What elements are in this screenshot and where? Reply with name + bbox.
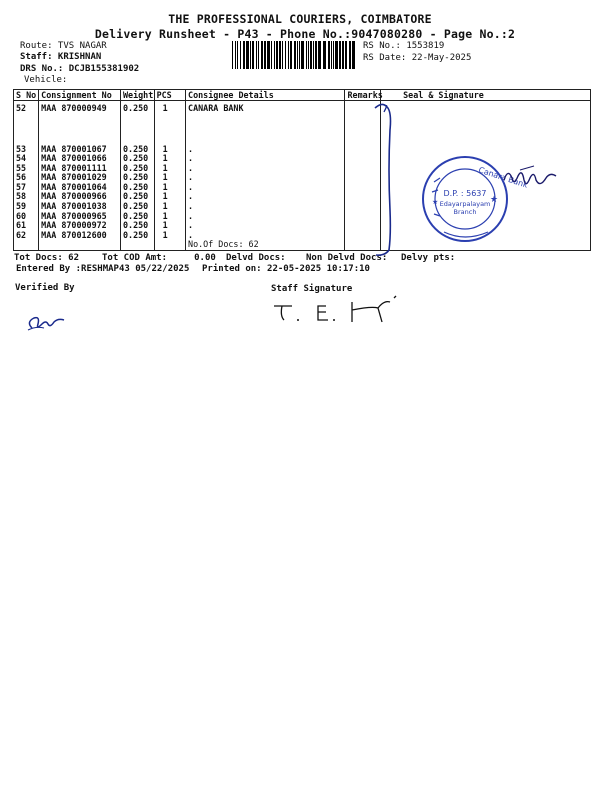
cell-weight: 0.250 — [121, 212, 155, 222]
cell-weight: 0.250 — [121, 183, 155, 193]
cell-weight: 0.250 — [121, 231, 155, 241]
barcode-bar — [258, 41, 259, 69]
cell-weight: 0.250 — [121, 202, 155, 212]
cell-consignment: MAA 870001067 — [39, 145, 121, 155]
barcode-bar — [323, 41, 326, 69]
staff-signature — [268, 292, 418, 326]
barcode-bar — [345, 41, 347, 69]
barcode-bar — [264, 41, 266, 69]
cell-consignee: . — [186, 164, 345, 174]
stamp-bank-name: Canara Bank — [477, 165, 529, 190]
barcode-bar — [342, 41, 344, 69]
barcode-bar — [339, 41, 341, 69]
verified-signature — [24, 308, 68, 334]
cell-consignee: . — [186, 231, 345, 241]
barcode-bar — [256, 41, 257, 69]
barcode-bar — [313, 41, 314, 69]
delivery-points: Delvy pts: — [401, 253, 456, 263]
cell-pcs: 1 — [154, 183, 185, 193]
cell-sno: 62 — [14, 231, 39, 241]
barcode-bar — [297, 41, 298, 69]
header-weight: Weight — [121, 90, 155, 101]
verified-by-label: Verified By — [15, 283, 75, 293]
cell-pcs: 1 — [154, 154, 185, 164]
cell-consignee: . — [186, 183, 345, 193]
barcode-bar — [252, 41, 254, 69]
total-docs: Tot Docs: 62 — [14, 253, 80, 263]
total-cod: Tot COD Amt: 0.00 — [102, 253, 216, 263]
cell-consignee: . — [186, 192, 345, 202]
barcode-bar — [276, 41, 278, 69]
printed-on: Printed on: 22-05-2025 10:17:10 — [202, 264, 370, 274]
barcode-bar — [301, 41, 304, 69]
cell-weight: 0.250 — [121, 101, 155, 145]
barcode-bar — [306, 41, 307, 69]
rs-date: RS Date: 22-May-2025 — [363, 53, 472, 63]
header-sno: S No — [14, 90, 39, 101]
cell-pcs: 1 — [154, 101, 185, 145]
stamp-dp: D.P. : 5637 — [443, 189, 487, 198]
cell-consignee: CANARA BANK — [186, 101, 345, 145]
cell-sno: 55 — [14, 164, 39, 174]
cell-consignment: MAA 870001111 — [39, 164, 121, 174]
delivered-docs: Delvd Docs: — [226, 253, 286, 263]
barcode-bar — [237, 41, 238, 69]
cell-consignee: . — [186, 212, 345, 222]
vehicle-label: Vehicle: — [24, 75, 68, 85]
cell-sno: 58 — [14, 192, 39, 202]
cell-consignment: MAA 870001066 — [39, 154, 121, 164]
no-of-docs: No.Of Docs: 62 — [186, 240, 345, 250]
barcode-image — [232, 41, 357, 69]
barcode-bar — [279, 41, 281, 69]
barcode-bar — [318, 41, 321, 69]
cell-sno: 56 — [14, 173, 39, 183]
handwritten-bracket — [370, 100, 400, 260]
cell-weight: 0.250 — [121, 221, 155, 231]
barcode-bar — [290, 41, 292, 69]
barcode-bar — [250, 41, 251, 69]
cell-pcs: 1 — [154, 202, 185, 212]
cell-pcs: 1 — [154, 145, 185, 155]
barcode-bar — [288, 41, 289, 69]
header-seal: Seal & Signature — [381, 90, 591, 101]
entered-by: Entered By :RESHMAP43 05/22/2025 — [16, 264, 190, 274]
barcode-bar — [282, 41, 283, 69]
svg-text:★: ★ — [432, 198, 439, 206]
table-row — [14, 101, 591, 145]
barcode-bar — [232, 41, 233, 69]
barcode-bar — [335, 41, 338, 69]
cell-consignment: MAA 870000972 — [39, 221, 121, 231]
receiver-signature — [500, 160, 560, 196]
barcode-bar — [294, 41, 296, 69]
cell-weight: 0.250 — [121, 192, 155, 202]
barcode-bar — [274, 41, 275, 69]
barcode-bar — [333, 41, 334, 69]
barcode-bar — [331, 41, 332, 69]
cell-consignment: MAA 870012600 — [39, 231, 121, 241]
cell-weight: 0.250 — [121, 173, 155, 183]
cell-pcs: 1 — [154, 221, 185, 231]
barcode-bar — [315, 41, 317, 69]
cell-consignment: MAA 870000965 — [39, 212, 121, 222]
header-remarks: Remarks — [345, 90, 381, 101]
staff-signature-label: Staff Signature — [271, 284, 353, 294]
cell-seal — [381, 101, 591, 145]
barcode-bar — [299, 41, 300, 69]
stamp-branch-line2: Branch — [453, 208, 477, 216]
barcode-bar — [310, 41, 312, 69]
cell-sno: 59 — [14, 202, 39, 212]
cell-consignee: . — [186, 221, 345, 231]
route-label: Route: TVS NAGAR — [20, 41, 107, 51]
barcode-bar — [308, 41, 309, 69]
barcode-bar — [328, 41, 330, 69]
cell-sno: 61 — [14, 221, 39, 231]
cell-sno: 57 — [14, 183, 39, 193]
cell-consignment: MAA 870001029 — [39, 173, 121, 183]
rs-number: RS No.: 1553819 — [363, 41, 445, 51]
company-title: THE PROFESSIONAL COURIERS, COIMBATORE — [168, 12, 432, 26]
barcode-bar — [352, 41, 355, 69]
cell-pcs: 1 — [154, 164, 185, 174]
cell-weight: 0.250 — [121, 164, 155, 174]
barcode-bar — [261, 41, 263, 69]
barcode-bar — [267, 41, 270, 69]
cell-pcs: 1 — [154, 231, 185, 241]
cell-sno: 54 — [14, 154, 39, 164]
stamp-branch-line1: Edayarpalayam — [439, 200, 491, 208]
cell-sno: 53 — [14, 145, 39, 155]
cell-consignee: . — [186, 145, 345, 155]
barcode-bar — [240, 41, 241, 69]
cell-pcs: 1 — [154, 192, 185, 202]
staff-label: Staff: KRISHNAN — [20, 52, 102, 62]
cell-pcs: 1 — [154, 212, 185, 222]
cell-sno: 60 — [14, 212, 39, 222]
cell-weight: 0.250 — [121, 154, 155, 164]
table-header-row — [14, 90, 591, 101]
cell-consignment: MAA 870001064 — [39, 183, 121, 193]
barcode-bar — [243, 41, 245, 69]
cell-consignee: . — [186, 154, 345, 164]
non-delivered-docs: Non Delvd Docs: — [306, 253, 388, 263]
cell-consignment: MAA 870001038 — [39, 202, 121, 212]
cell-pcs: 1 — [154, 173, 185, 183]
cell-consignee: . — [186, 202, 345, 212]
header-consignment: Consignment No — [39, 90, 121, 101]
cell-consignment: MAA 870000949 — [39, 101, 121, 145]
header-consignee: Consignee Details — [186, 90, 345, 101]
barcode-bar — [349, 41, 351, 69]
barcode-bar — [271, 41, 272, 69]
header-pcs: PCS — [154, 90, 185, 101]
cell-weight: 0.250 — [121, 145, 155, 155]
drs-label: DRS No.: DCJB155381902 — [20, 64, 140, 74]
svg-text:★: ★ — [490, 195, 499, 205]
runsheet-title: Delivery Runsheet - P43 - Phone No.:9047080280 - Page No.:2 — [94, 27, 516, 41]
barcode-bar — [235, 41, 236, 69]
barcode-bar — [285, 41, 286, 69]
cell-consignment: MAA 870000966 — [39, 192, 121, 202]
barcode-bar — [246, 41, 249, 69]
cell-sno: 52 — [14, 101, 39, 145]
cell-consignee: . — [186, 173, 345, 183]
